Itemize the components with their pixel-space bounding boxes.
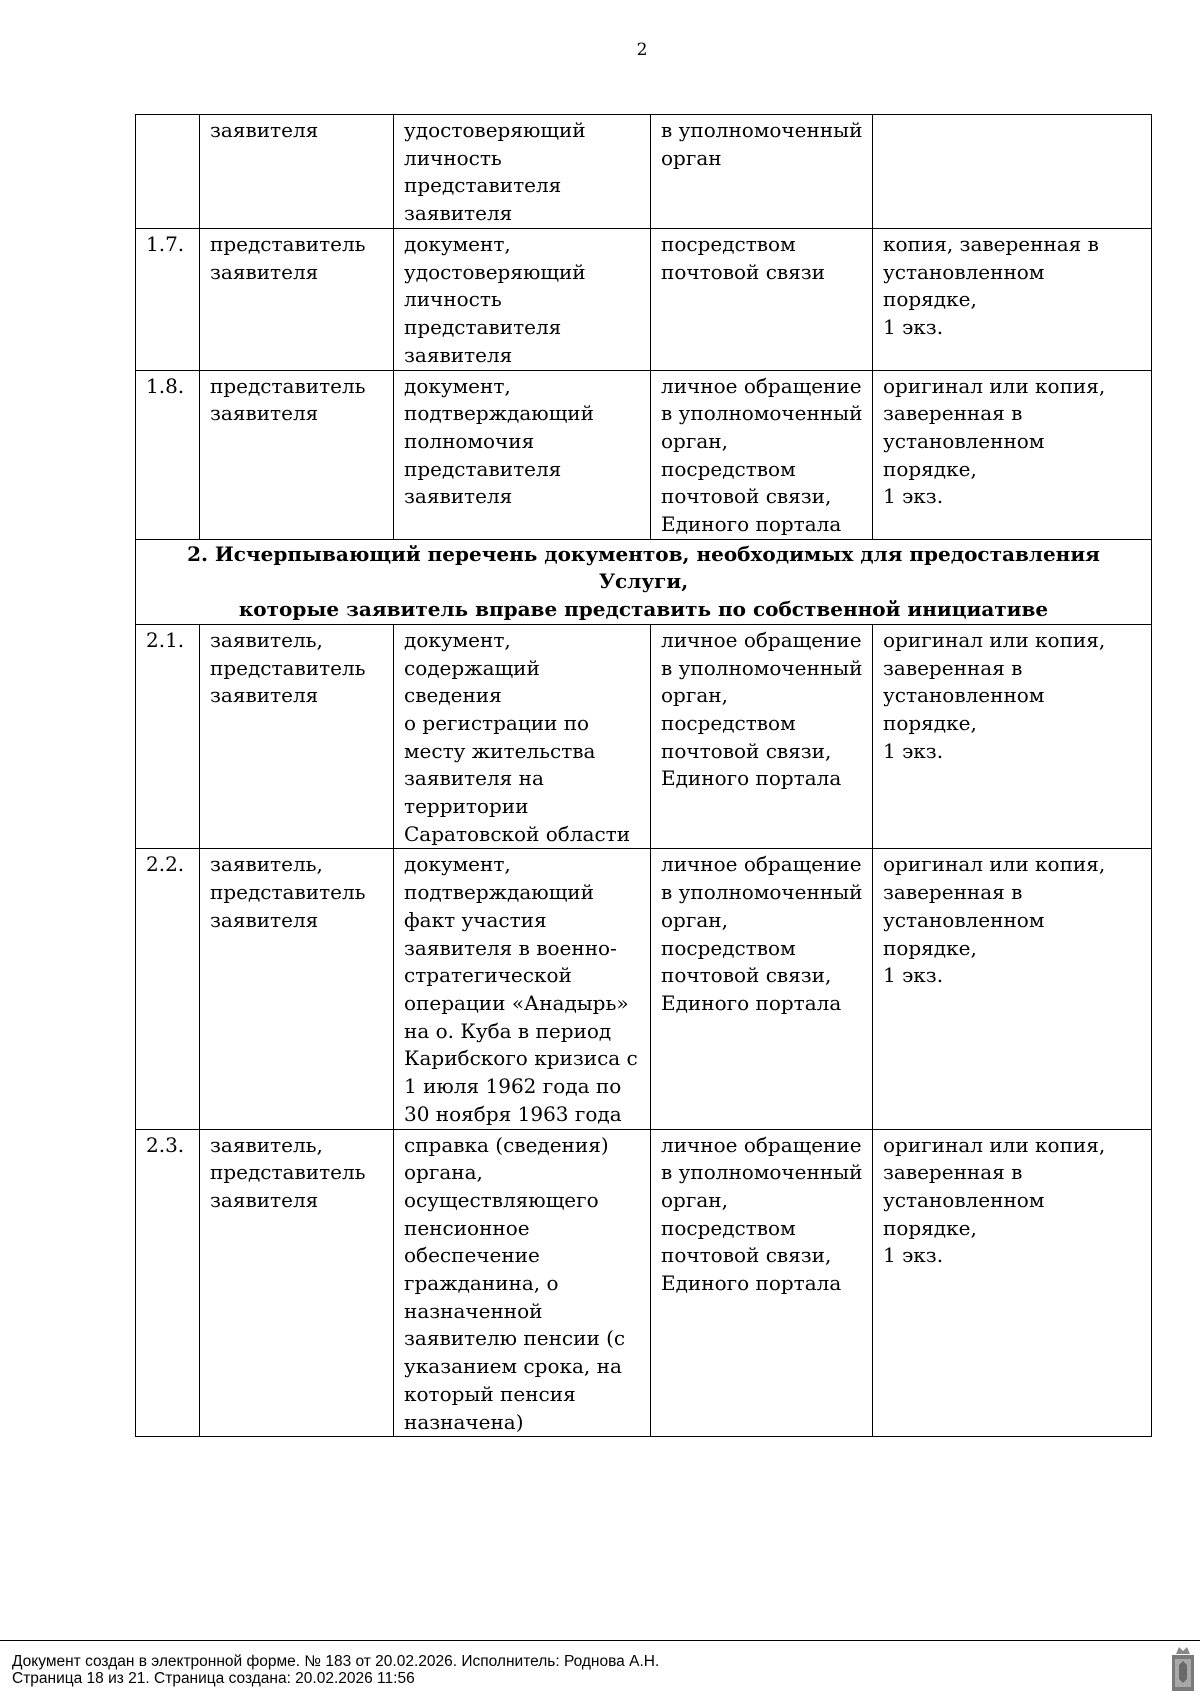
- form-cell: оригинал или копия, заверенная в установленном порядке, 1 экз.: [873, 370, 1152, 539]
- applicant-cell: представитель заявителя: [200, 229, 394, 371]
- page-number: 2: [636, 40, 648, 60]
- document-cell: документ, подтверждающий факт участия заявителя в военно- стратегической операции «Анадырь» на о. Куба в период Карибского кризиса с 1 июля 1962 года по 30 ноября 1963 года: [394, 849, 651, 1129]
- method-cell: посредством почтовой связи: [651, 229, 873, 371]
- document-cell: документ, удостоверяющий личность представителя заявителя: [394, 229, 651, 371]
- applicant-cell: заявитель, представитель заявителя: [200, 849, 394, 1129]
- footer-line-2: Страница 18 из 21. Страница создана: 20.02.2026 11:56: [12, 1670, 415, 1687]
- applicant-cell: заявителя: [200, 115, 394, 229]
- row-number: 1.8.: [136, 370, 200, 539]
- document-cell: справка (сведения) органа, осуществляющего пенсионное обеспечение гражданина, о назначенной заявителю пенсии (с указанием срока, на который пенсия назначена): [394, 1129, 651, 1437]
- table-row: [136, 624, 1152, 849]
- form-cell: оригинал или копия, заверенная в установленном порядке, 1 экз.: [873, 1129, 1152, 1437]
- applicant-cell: представитель заявителя: [200, 370, 394, 539]
- form-cell: [873, 115, 1152, 229]
- form-cell: оригинал или копия, заверенная в установленном порядке, 1 экз.: [873, 624, 1152, 849]
- row-number: 2.2.: [136, 849, 200, 1129]
- table-row: [136, 229, 1152, 371]
- row-number: 1.7.: [136, 229, 200, 371]
- row-number: 2.3.: [136, 1129, 200, 1437]
- table-row: [136, 115, 1152, 229]
- footer-text: [12, 1653, 659, 1687]
- document-cell: документ, подтверждающий полномочия представителя заявителя: [394, 370, 651, 539]
- coat-of-arms-icon: [1172, 1645, 1194, 1691]
- method-cell: личное обращение в уполномоченный орган, посредством почтовой связи, Единого портала: [651, 849, 873, 1129]
- form-cell: копия, заверенная в установленном порядке, 1 экз.: [873, 229, 1152, 371]
- document-cell: удостоверяющий личность представителя заявителя: [394, 115, 651, 229]
- document-footer: [0, 1640, 1200, 1687]
- section-heading-row: [136, 539, 1152, 624]
- form-cell: оригинал или копия, заверенная в установленном порядке, 1 экз.: [873, 849, 1152, 1129]
- row-number: 2.1.: [136, 624, 200, 849]
- method-cell: личное обращение в уполномоченный орган, посредством почтовой связи, Единого портала: [651, 370, 873, 539]
- applicant-cell: заявитель, представитель заявителя: [200, 1129, 394, 1437]
- row-number: [136, 115, 200, 229]
- document-cell: документ, содержащий сведения о регистрации по месту жительства заявителя на территории Саратовской области: [394, 624, 651, 849]
- documents-table: [135, 114, 1152, 1437]
- method-cell: личное обращение в уполномоченный орган, посредством почтовой связи, Единого портала: [651, 624, 873, 849]
- section-heading: 2. Исчерпывающий перечень документов, необходимых для предоставления Услуги, которые заявитель вправе представить по собственной инициативе: [136, 539, 1152, 624]
- footer-line-1: Документ создан в электронной форме. № 183 от 20.02.2026. Исполнитель: Роднова А.Н.: [12, 1653, 660, 1670]
- table-row: [136, 370, 1152, 539]
- table-row: [136, 1129, 1152, 1437]
- table-row: [136, 849, 1152, 1129]
- applicant-cell: заявитель, представитель заявителя: [200, 624, 394, 849]
- method-cell: в уполномоченный орган: [651, 115, 873, 229]
- method-cell: личное обращение в уполномоченный орган, посредством почтовой связи, Единого портала: [651, 1129, 873, 1437]
